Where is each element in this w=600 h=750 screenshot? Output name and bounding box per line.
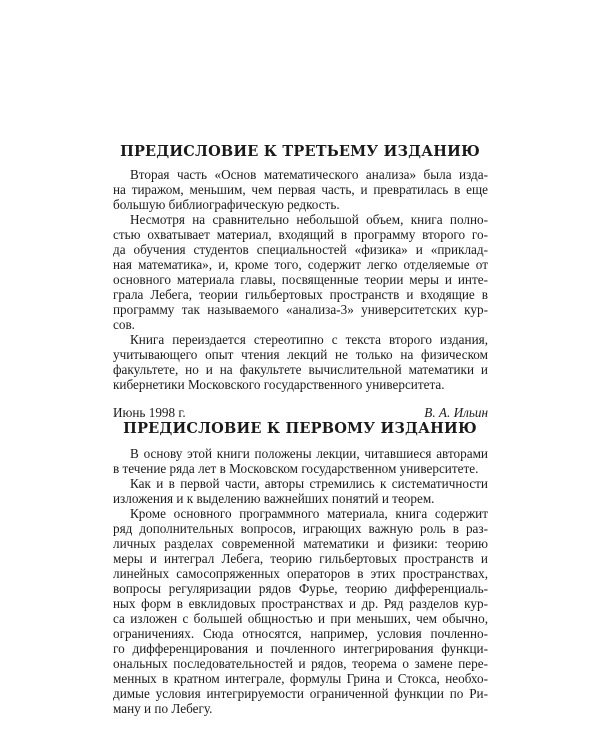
paragraph-line: ных форм в евклидовых пространствах и др. Ряд разделов кур- [113,596,488,611]
paragraph-line: ная математика», и, кроме того, содержит легко отделяемые от [113,257,488,272]
paragraph-line: учитывающего опыт чтения лекций не только на физическом [113,347,488,362]
paragraph-line: менных в кратном интеграле, формулы Грина и Стокса, необхо- [113,671,488,686]
paragraph-line: ональных последовательностей и рядов, теорема о замене пере- [113,656,488,671]
paragraph-line: большую библиографическую редкость. [113,197,340,212]
paragraph-line: Кроме основного программного материала, книга содержит [130,506,488,521]
edition-date: Июнь 1998 г. [113,405,186,420]
paragraph-line: Вторая часть «Основ математического анализа» была изда- [130,167,488,182]
paragraph-line: го дифференцирования и почленного интегрирования функци- [113,641,488,656]
paragraph-line: са изложен с большей общностью и при меньших, чем обычно, [113,611,488,626]
paragraph-line: ману и по Лебегу. [113,701,213,716]
paragraph-line: стью охватывает материал, входящий в программу второго го- [113,227,488,242]
paragraph-line: основного материала главы, посвященные теории меры и инте- [113,272,488,287]
paragraph-line: В основу этой книги положены лекции, читавшиеся авторами [130,446,488,461]
paragraph-line: факультете, но и на факультете вычислительной математики и [113,362,488,377]
paragraph-line: личных разделах современной математики и физики: теорию [113,536,488,551]
author-signature: В. А. Ильин [424,405,488,420]
paragraph-line: да обучения студентов специальностей «физика» и «приклад- [113,242,488,257]
paragraph-line: сов. [113,317,135,332]
paragraph-line: в течение ряда лет в Московском государственном университете. [113,461,479,476]
paragraph-line: вопросы регуляризации рядов Фурье, теорию дифференциаль- [113,581,488,596]
paragraph-line: Как и в первой части, авторы стремились к систематичности [130,476,488,491]
paragraph-line: линейных самосопряженных операторов в этих пространствах, [113,566,488,581]
paragraph-line: Несмотря на сравнительно небольшой объем, книга полно- [130,212,488,227]
paragraph-line: изложения и к выделению важнейших понятий и теорем. [113,491,435,506]
paragraph-line: грала Лебега, теории гильбертовых пространств и входящие в [113,287,488,302]
paragraph-line: ограничениях. Сюда относятся, например, условия почленно- [113,626,488,641]
paragraph-line: кибернетики Московского государственного университета. [113,377,445,392]
paragraph-line: на тиражом, меньшим, чем первая часть, и превратилась в еще [113,182,488,197]
first-edition-heading: ПРЕДИСЛОВИЕ К ПЕРВОМУ ИЗДАНИЮ [123,420,477,437]
date-signature-row [113,405,488,420]
paragraph-line: димые условия интегрируемости ограниченной функции по Ри- [113,686,488,701]
paragraph-line: меры и интеграл Лебега, теорию гильбертовых пространств и [113,551,488,566]
paragraph-line: ряд дополнительных вопросов, играющих важную роль в раз- [113,521,488,536]
paragraph-line: программу так называемого «анализа-3» университетских кур- [113,302,488,317]
third-edition-heading: ПРЕДИСЛОВИЕ К ТРЕТЬЕМУ ИЗДАНИЮ [120,143,480,160]
paragraph-line: Книга переиздается стереотипно с текста второго издания, [130,332,488,347]
